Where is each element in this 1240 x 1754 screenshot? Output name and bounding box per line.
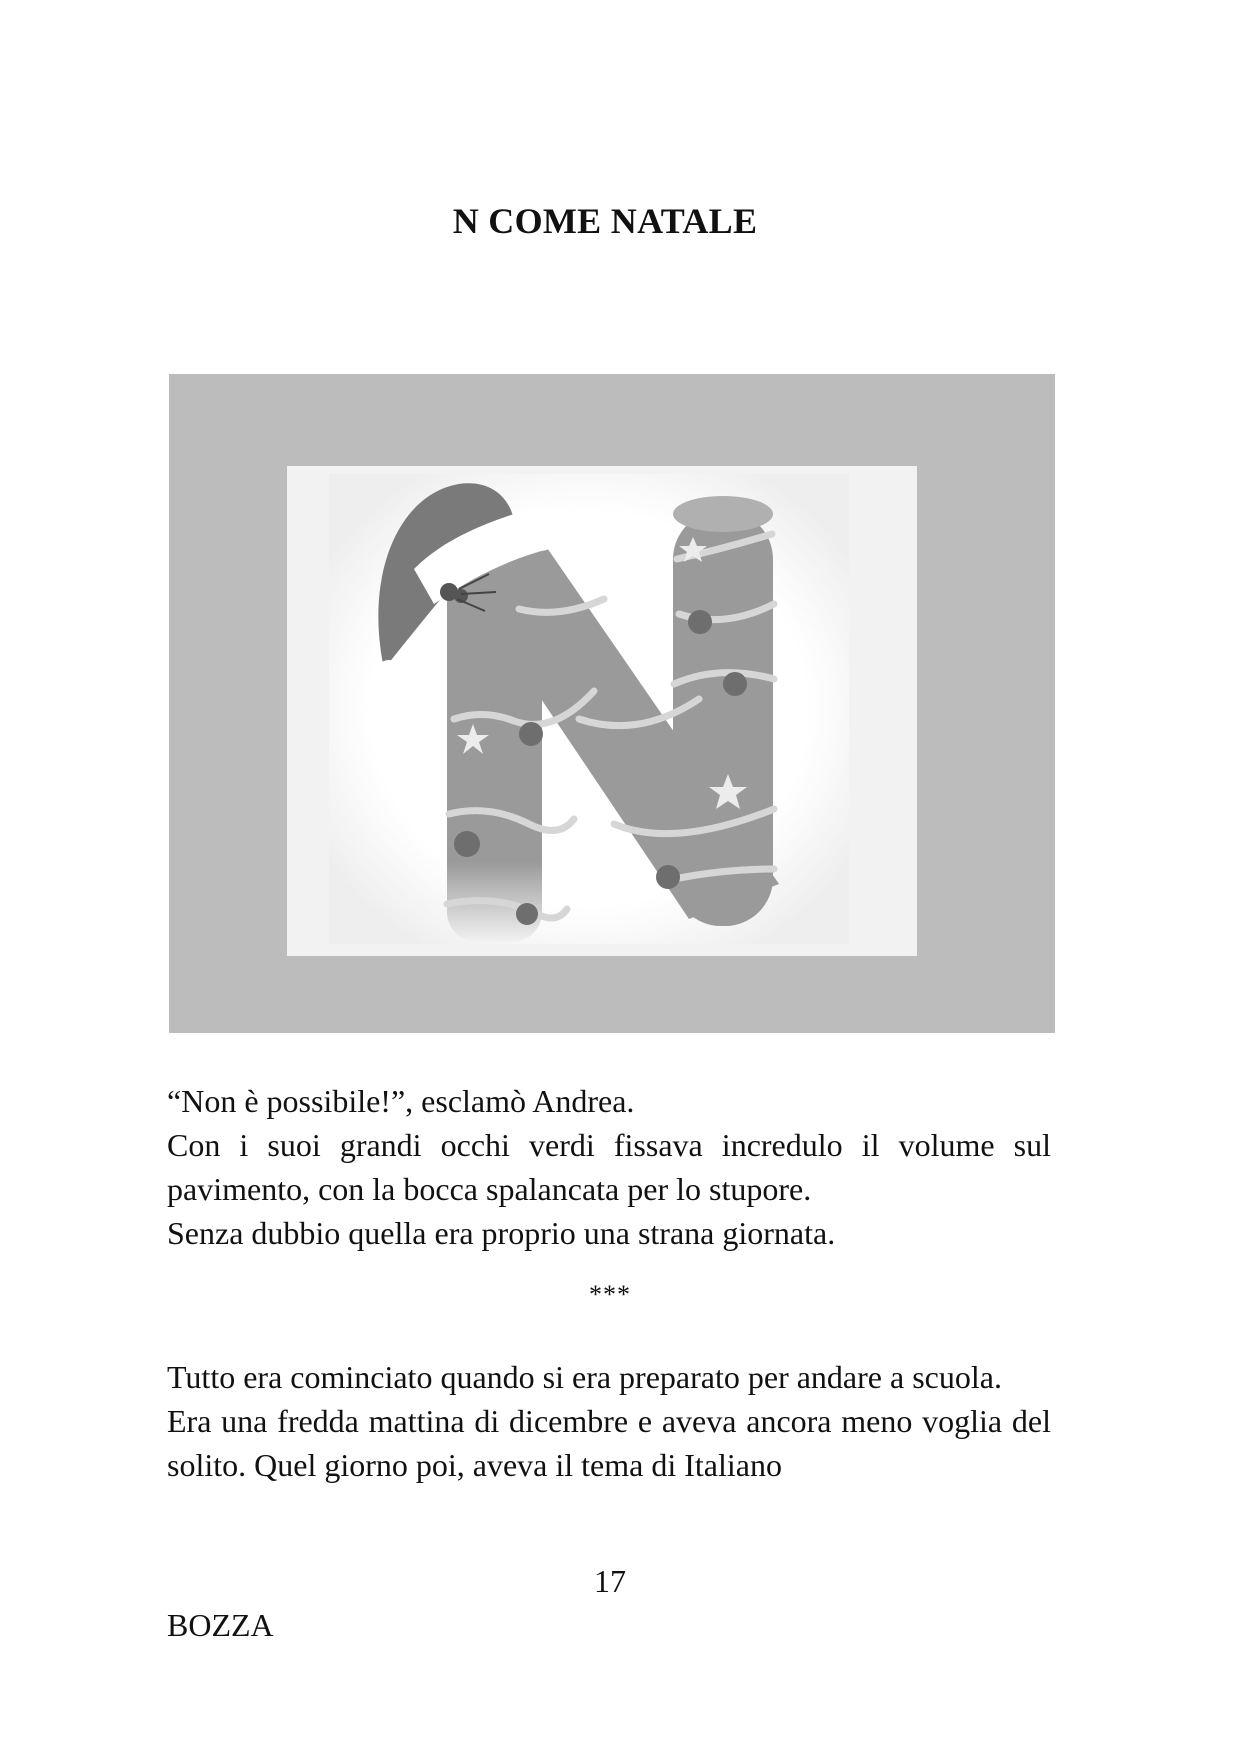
letter-n-santa-hat-icon [169, 374, 1055, 1033]
paragraph: Con i suoi grandi occhi verdi fissava incredulo il volume sul pavimento, con la bocca spalancata per lo stupore. [167, 1127, 1051, 1207]
page-number: 17 [594, 1563, 626, 1599]
paragraph-group-2 [167, 1355, 1051, 1487]
paragraph-group-1 [167, 1079, 1051, 1255]
section-separator: *** [589, 1280, 631, 1309]
paragraph: Senza dubbio quella era proprio una strana giornata. [167, 1215, 836, 1251]
chapter-title: N COME NATALE [452, 201, 758, 241]
paragraph: “Non è possibile!”, esclamò Andrea. [167, 1083, 635, 1119]
paragraph: Tutto era cominciato quando si era preparato per andare a scuola. [167, 1359, 1002, 1395]
paragraph: Era una fredda mattina di dicembre e aveva ancora meno voglia del solito. Quel giorno poi, aveva il tema di Italiano [167, 1403, 1051, 1483]
chapter-illustration [169, 374, 1055, 1033]
draft-mark: BOZZA [167, 1607, 274, 1643]
